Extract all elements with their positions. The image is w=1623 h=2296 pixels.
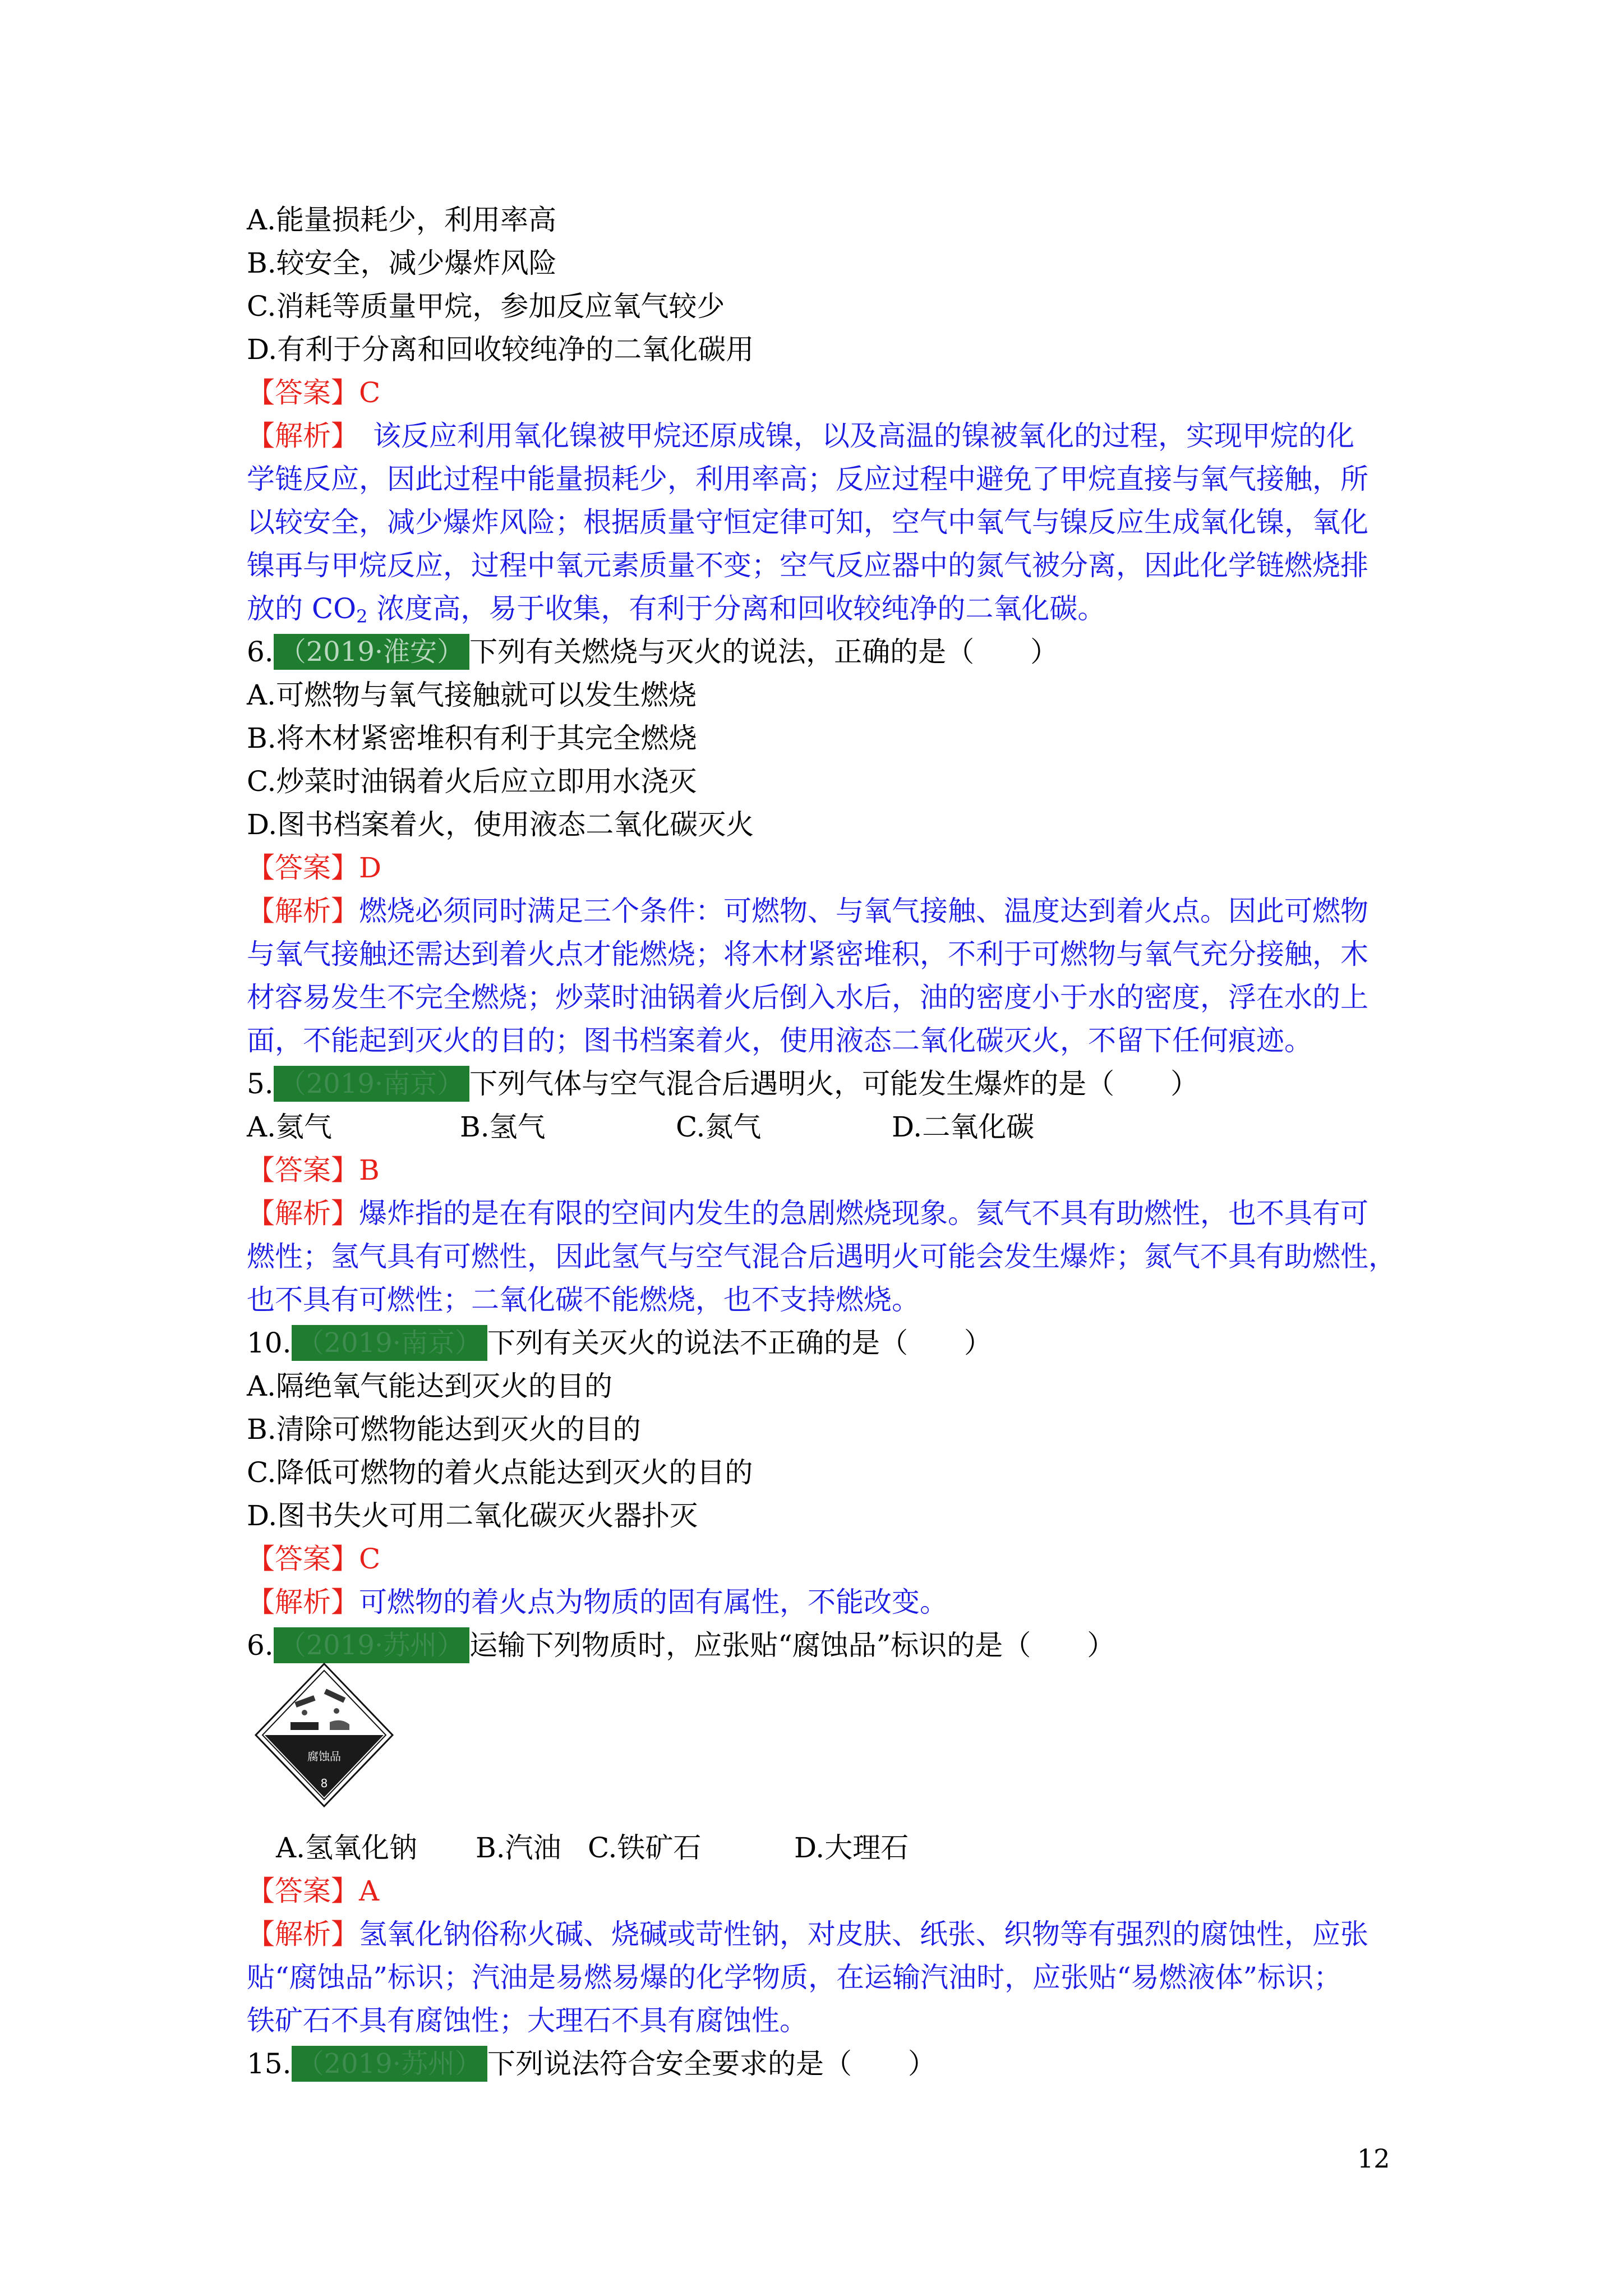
analysis-text: 浓度高，易于收集，有利于分离和回收较纯净的二氧化碳。 bbox=[367, 592, 1106, 625]
answer-label: 【答案】 bbox=[247, 852, 359, 884]
analysis-line bbox=[247, 1581, 948, 1624]
source-tag: （2019·淮安） bbox=[274, 634, 469, 670]
question-stem bbox=[247, 1322, 992, 1365]
question-stem bbox=[247, 2042, 936, 2086]
analysis-line: 以较安全，减少爆炸风险；根据质量守恒定律可知，空气中氧气与镍反应生成氧化镍，氧化 bbox=[247, 506, 1368, 539]
answer-value: C bbox=[359, 376, 381, 409]
option-a: A.可燃物与氧气接触就可以发生燃烧 bbox=[247, 679, 697, 711]
option-c: C.消耗等质量甲烷，参加反应氧气较少 bbox=[247, 290, 725, 323]
option-d: D.图书档案着火，使用液态二氧化碳灭火 bbox=[247, 808, 754, 841]
analysis-label: 【解析】 bbox=[247, 1918, 359, 1950]
option-b: B.较安全，减少爆炸风险 bbox=[247, 247, 557, 279]
analysis-text: 燃烧必须同时满足三个条件：可燃物、与氧气接触、温度达到着火点。因此可燃物 bbox=[359, 895, 1368, 927]
question-text: 运输下列物质时，应张贴“腐蚀品”标识的是（ ） bbox=[469, 1629, 1115, 1662]
question-stem bbox=[247, 631, 1058, 674]
source-tag: （2019·南京） bbox=[292, 1325, 487, 1361]
answer-label: 【答案】 bbox=[247, 1875, 359, 1907]
option-c: C.氮气 bbox=[676, 1111, 762, 1143]
answer-line bbox=[247, 1538, 380, 1581]
analysis-text: 爆炸指的是在有限的空间内发生的急剧燃烧现象。氦气不具有助燃性，也不具有可 bbox=[359, 1197, 1368, 1230]
answer-label: 【答案】 bbox=[247, 1154, 359, 1186]
option-b: B.将木材紧密堆积有利于其完全燃烧 bbox=[247, 722, 697, 754]
analysis-label: 【解析】 bbox=[247, 1586, 359, 1618]
question-number: 5. bbox=[247, 1068, 274, 1100]
option-a: A.氦气 bbox=[247, 1111, 333, 1143]
option-d: D.大理石 bbox=[794, 1832, 909, 1864]
analysis-line: 镍再与甲烷反应，过程中氧元素质量不变；空气反应器中的氮气被分离，因此化学链燃烧排 bbox=[247, 549, 1368, 582]
answer-value: D bbox=[359, 852, 382, 884]
option-a: A.隔绝氧气能达到灭火的目的 bbox=[247, 1370, 613, 1402]
analysis-line: 面，不能起到灭火的目的；图书档案着火，使用液态二氧化碳灭火，不留下任何痕迹。 bbox=[247, 1024, 1312, 1057]
question-number: 6. bbox=[247, 1629, 274, 1662]
analysis-line bbox=[247, 890, 1368, 933]
options-row bbox=[247, 1106, 1034, 1149]
answer-line bbox=[247, 1149, 380, 1192]
question-text: 下列说法符合安全要求的是（ ） bbox=[487, 2047, 936, 2080]
analysis-line bbox=[247, 1913, 1368, 1956]
analysis-line: 也不具有可燃性；二氧化碳不能燃烧，也不支持燃烧。 bbox=[247, 1283, 920, 1316]
analysis-line: 贴“腐蚀品”标识；汽油是易燃易爆的化学物质，在运输汽油时，应张贴“易燃液体”标识； bbox=[247, 1961, 1342, 1994]
option-d: D.有利于分离和回收较纯净的二氧化碳用 bbox=[247, 333, 754, 366]
question-text: 下列有关灭火的说法不正确的是（ ） bbox=[487, 1327, 992, 1359]
analysis-label: 【解析】 bbox=[247, 420, 345, 452]
answer-value: B bbox=[359, 1154, 380, 1186]
analysis-line: 学链反应，因此过程中能量损耗少，利用率高；反应过程中避免了甲烷直接与氧气接触，所 bbox=[247, 463, 1368, 495]
question-number: 15. bbox=[247, 2047, 292, 2080]
question-stem bbox=[247, 1062, 1198, 1106]
option-c: C.铁矿石 bbox=[588, 1832, 702, 1864]
analysis-line bbox=[247, 587, 1105, 631]
option-b: B.清除可燃物能达到灭火的目的 bbox=[247, 1413, 641, 1446]
page-number: 12 bbox=[1357, 2143, 1390, 2174]
analysis-line bbox=[247, 415, 1354, 458]
option-d: D.图书失火可用二氧化碳灭火器扑灭 bbox=[247, 1499, 698, 1532]
answer-value: A bbox=[359, 1875, 380, 1907]
sign-class-number: 8 bbox=[320, 1777, 328, 1790]
sign-label: 腐蚀品 bbox=[307, 1750, 341, 1763]
question-text: 下列有关燃烧与灭火的说法，正确的是（ ） bbox=[469, 636, 1059, 668]
question-number: 10. bbox=[247, 1327, 292, 1359]
answer-value: C bbox=[359, 1543, 381, 1575]
analysis-text: 氢氧化钠俗称火碱、烧碱或苛性钠，对皮肤、纸张、织物等有强烈的腐蚀性，应张 bbox=[359, 1918, 1368, 1950]
option-c: C.降低可燃物的着火点能达到灭火的目的 bbox=[247, 1456, 753, 1489]
analysis-label: 【解析】 bbox=[247, 1197, 359, 1230]
source-tag: （2019·苏州） bbox=[292, 2046, 487, 2082]
option-d: D.二氧化碳 bbox=[892, 1111, 1035, 1143]
analysis-line: 铁矿石不具有腐蚀性；大理石不具有腐蚀性。 bbox=[247, 2004, 808, 2037]
question-number: 6. bbox=[247, 636, 274, 668]
option-a: A.能量损耗少，利用率高 bbox=[247, 204, 557, 236]
source-tag: （2019·苏州） bbox=[274, 1627, 469, 1663]
answer-line bbox=[247, 371, 380, 415]
source-tag: （2019·南京） bbox=[274, 1066, 469, 1102]
answer-label: 【答案】 bbox=[247, 1543, 359, 1575]
question-text: 下列气体与空气混合后遇明火，可能发生爆炸的是（ ） bbox=[469, 1068, 1199, 1100]
co2-subscript: 2 bbox=[356, 606, 368, 627]
options-row bbox=[276, 1826, 909, 1870]
option-c: C.炒菜时油锅着火后应立即用水浇灭 bbox=[247, 765, 697, 798]
option-b: B.氢气 bbox=[460, 1111, 546, 1143]
analysis-line: 与氧气接触还需达到着火点才能燃烧；将木材紧密堆积，不利于可燃物与氧气充分接触，木 bbox=[247, 938, 1368, 970]
analysis-label: 【解析】 bbox=[247, 895, 359, 927]
analysis-text: 该反应利用氧化镍被甲烷还原成镍，以及高温的镍被氧化的过程，实现甲烷的化 bbox=[345, 420, 1354, 452]
analysis-line: 材容易发生不完全燃烧；炒菜时油锅着火后倒入水后，油的密度小于水的密度，浮在水的上 bbox=[247, 981, 1368, 1014]
option-b: B.汽油 bbox=[476, 1832, 561, 1864]
analysis-line bbox=[247, 1192, 1368, 1235]
option-a: A.氢氧化钠 bbox=[276, 1832, 418, 1864]
answer-line bbox=[247, 846, 381, 890]
answer-label: 【答案】 bbox=[247, 376, 359, 409]
answer-line bbox=[247, 1870, 379, 1913]
corrosive-hazard-sign bbox=[251, 1659, 397, 1811]
analysis-line: 燃性；氢气具有可燃性，因此氢气与空气混合后遇明火可能会发生爆炸；氮气不具有助燃性， bbox=[247, 1240, 1396, 1273]
analysis-text: 放的 CO bbox=[247, 592, 357, 625]
analysis-text: 可燃物的着火点为物质的固有属性，不能改变。 bbox=[359, 1586, 948, 1618]
